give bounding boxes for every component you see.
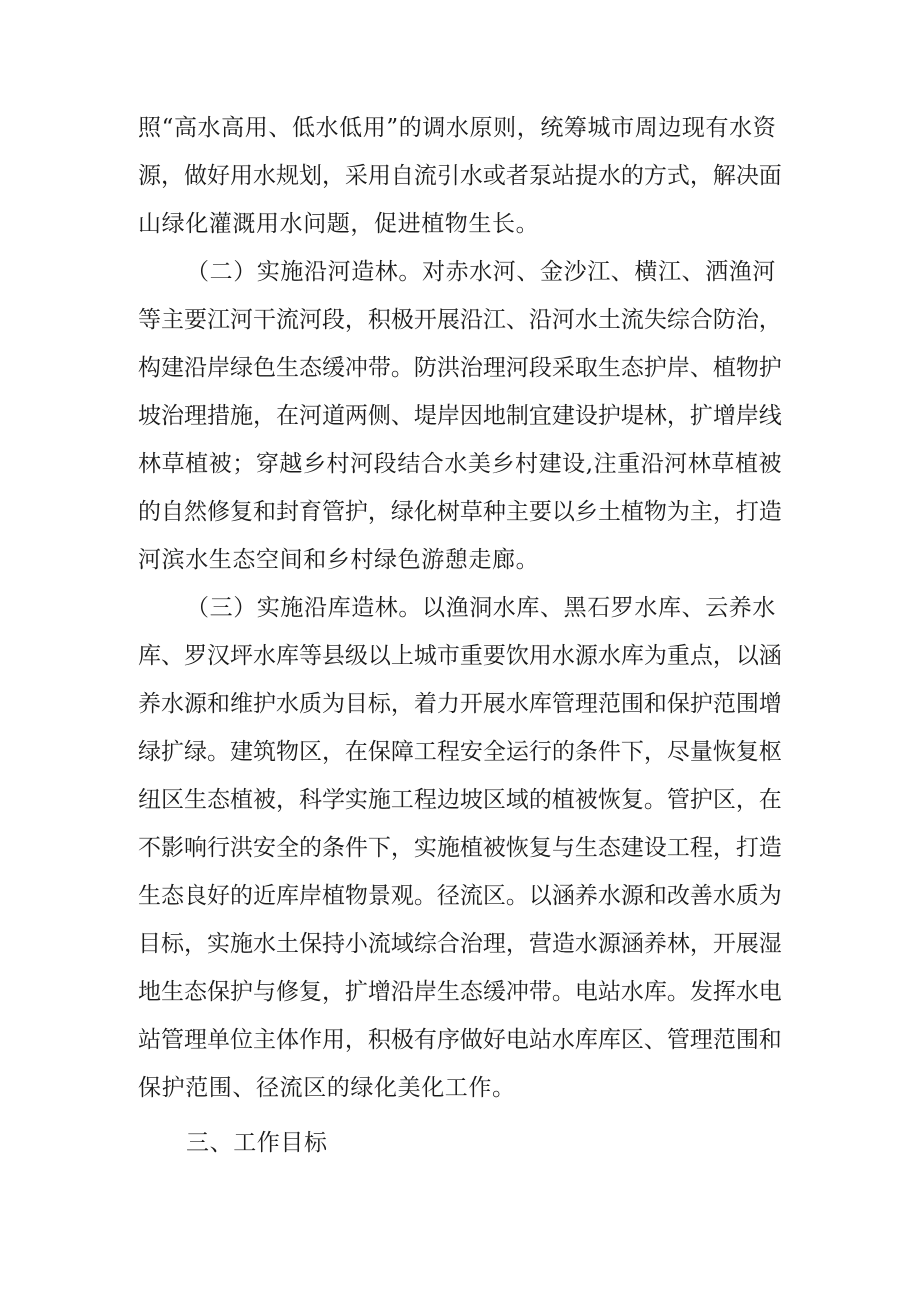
text-line: （三）实施沿库造林。以渔洞水库、黑石罗水库、云养水 <box>186 595 776 621</box>
text-line: 保护范围、径流区的绿化美化工作。 <box>138 1075 516 1101</box>
text-line: 河滨水生态空间和乡村绿色游憩走廊。 <box>138 547 540 573</box>
text-line: 地生态保护与修复，扩增沿岸生态缓冲带。电站水库。发挥水电 <box>138 979 782 1005</box>
text-line: 目标，实施水土保持小流域综合治理，营造水源涵养林，开展湿 <box>138 931 782 957</box>
text-line: 等主要江河干流河段，积极开展沿江、沿河水土流失综合防治， <box>138 307 782 333</box>
text-line: 站管理单位主体作用，积极有序做好电站水库库区、管理范围和 <box>138 1027 782 1053</box>
text-line: 养水源和维护水质为目标，着力开展水库管理范围和保护范围增 <box>138 691 782 717</box>
section-heading: 三、工作目标 <box>186 1130 328 1156</box>
text-line: 纽区生态植被，科学实施工程边坡区域的植被恢复。管护区，在 <box>138 787 782 813</box>
text-line: 库、罗汉坪水库等县级以上城市重要饮用水源水库为重点，以涵 <box>138 643 782 669</box>
text-line: 绿扩绿。建筑物区，在保障工程安全运行的条件下，尽量恢复枢 <box>138 739 782 765</box>
text-line: 林草植被；穿越乡村河段结合水美乡村建设,注重沿河林草植被 <box>138 451 783 477</box>
text-line: 不影响行洪安全的条件下，实施植被恢复与生态建设工程，打造 <box>138 835 782 861</box>
text-line: 源，做好用水规划，采用自流引水或者泵站提水的方式，解决面 <box>138 163 782 189</box>
text-line: 的自然修复和封育管护，绿化树草种主要以乡土植物为主，打造 <box>138 499 782 525</box>
text-line: 坡治理措施，在河道两侧、堤岸因地制宜建设护堤林，扩增岸线 <box>138 403 782 429</box>
text-line: （二）实施沿河造林。对赤水河、金沙江、横江、洒渔河 <box>186 259 776 285</box>
text-line: 照“高水高用、低水低用”的调水原则，统筹城市周边现有水资 <box>138 115 777 141</box>
text-line: 生态良好的近库岸植物景观。径流区。以涵养水源和改善水质为 <box>138 883 782 909</box>
text-line: 构建沿岸绿色生态缓冲带。防洪治理河段采取生态护岸、植物护 <box>138 355 782 381</box>
text-line: 山绿化灌溉用水问题，促进植物生长。 <box>138 211 540 237</box>
